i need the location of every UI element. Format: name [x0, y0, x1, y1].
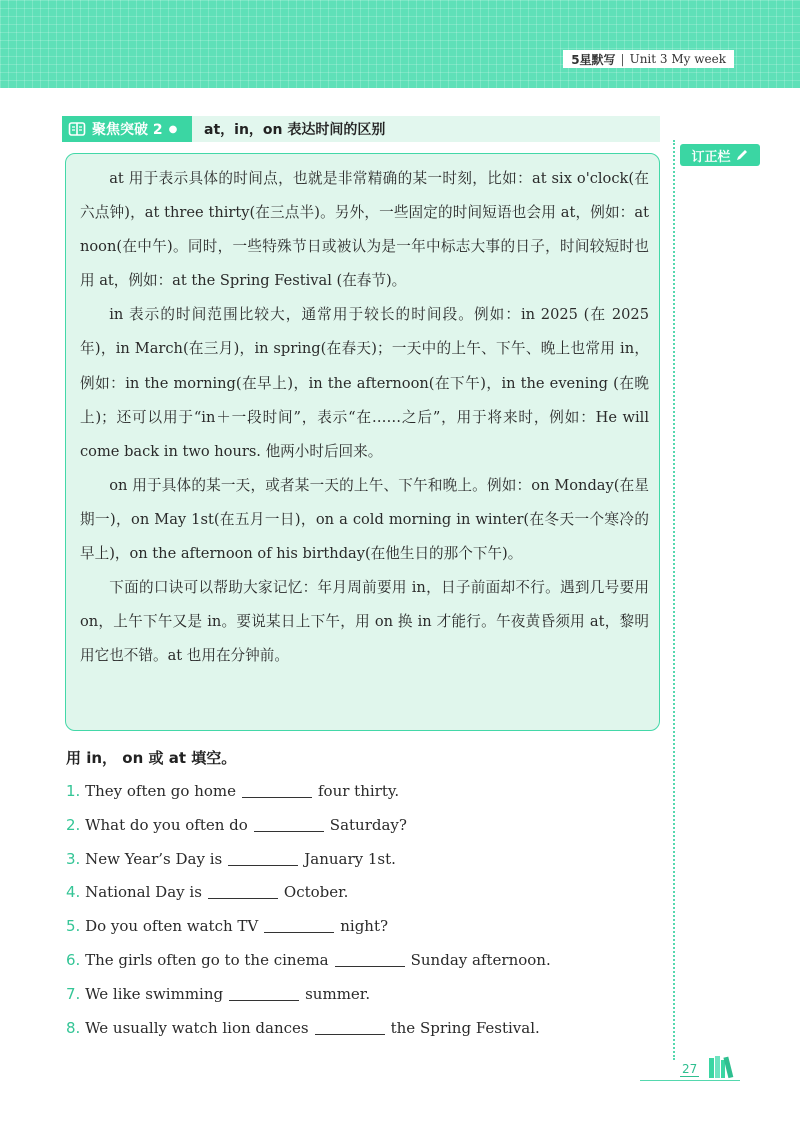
pencil-icon	[735, 148, 749, 162]
page-number: 27	[682, 1062, 698, 1076]
section-title: at，in，on 表达时间的区别	[204, 122, 386, 138]
explanation-paragraph-mnemonic: 下面的口诀可以帮助大家记忆：年月周前要用 in，日子前面却不行。遇到几号要用 on，上午下午又是 in。要说某日上下午，用 on 换 in 才能行。午夜黄昏须用 at，黎明用它也不错。at 也用在分钟前。	[80, 579, 649, 665]
question-item	[66, 944, 656, 978]
question-text-after: four thirty.	[318, 782, 400, 800]
book-icon	[68, 120, 86, 138]
question-item	[66, 910, 656, 944]
question-text-before: They often go home	[85, 782, 236, 800]
question-item	[66, 843, 656, 877]
footer-rule	[640, 1080, 740, 1081]
answer-blank[interactable]	[208, 884, 278, 899]
question-text-before: What do you often do	[85, 815, 248, 834]
answer-blank[interactable]	[264, 918, 334, 933]
question-text-before: We like swimming	[85, 984, 224, 1003]
books-icon	[708, 1054, 736, 1080]
question-text-before: Do you often watch TV	[85, 917, 259, 936]
question-text-before: New Year’s Day is	[85, 849, 223, 868]
section-tag-label: 聚焦突破 2	[92, 122, 163, 138]
explanation-paragraph-at: at 用于表示具体的时间点，也就是非常精确的某一时刻，比如：at six o'clock(在六点钟)，at three thirty(在三点半)。另外，一些固定的时间短语也会用 at，例如：at noon(在中午)。同时，一些特殊节日或被认为是一年中标志大事的日子，时间较短时也用 at，例如：at the Spring Festival (在春节)。	[80, 170, 649, 290]
answer-blank[interactable]	[242, 783, 312, 798]
correction-column-tag	[680, 144, 760, 166]
section-tag	[62, 116, 192, 142]
correction-column-line	[673, 140, 675, 1060]
section-header	[62, 116, 660, 142]
header-separator: |	[620, 52, 625, 66]
question-number: 4.	[66, 883, 81, 902]
explanation-box	[65, 153, 660, 731]
question-text-before: We usually watch lion dances	[85, 1018, 309, 1037]
question-number: 3.	[66, 849, 81, 868]
explanation-paragraph-in: in 表示的时间范围比较大，通常用于较长的时间段。例如：in 2025 (在 2025 年)，in March(在三月)，in spring(在春天)；一天中的上午、下午、晚上也常用 in，例如：in the morning(在早上)，in the afternoon(在下午)，in the evening (在晚上)；还可以用于“in＋一段时间”，表示“在……之后”，用于将来时，例如：He will come back in two hours. 他两小时后回来。	[80, 306, 649, 460]
answer-blank[interactable]	[229, 986, 299, 1001]
question-item	[66, 809, 656, 843]
question-number: 2.	[66, 815, 81, 834]
question-number: 7.	[66, 984, 81, 1003]
question-number: 1.	[66, 782, 81, 800]
question-text-after: summer.	[305, 984, 371, 1003]
question-item	[66, 876, 656, 910]
question-item	[66, 978, 656, 1012]
book-title: 5星默写	[571, 52, 616, 67]
question-text-before: The girls often go to the cinema	[85, 950, 329, 969]
question-item	[66, 775, 656, 809]
question-number: 6.	[66, 950, 81, 969]
question-text-after: Sunday afternoon.	[410, 950, 551, 969]
question-text-after: Saturday?	[329, 815, 407, 834]
answer-blank[interactable]	[228, 851, 298, 866]
unit-title: Unit 3 My week	[629, 52, 726, 66]
answer-blank[interactable]	[254, 817, 324, 832]
question-text-after: the Spring Festival.	[390, 1018, 540, 1037]
question-list	[66, 775, 656, 1045]
question-text-after: January 1st.	[304, 849, 396, 868]
dot-icon: ●	[168, 123, 178, 135]
answer-blank[interactable]	[315, 1020, 385, 1035]
question-number: 5.	[66, 917, 81, 936]
exercise-title: 用 in， on 或 at 填空。	[66, 749, 237, 767]
top-banner	[0, 0, 800, 88]
question-number: 8.	[66, 1018, 81, 1037]
running-header	[563, 50, 734, 68]
question-text-after: night?	[340, 917, 389, 936]
question-text-before: National Day is	[85, 883, 202, 902]
explanation-paragraph-on: on 用于具体的某一天，或者某一天的上午、下午和晚上。例如：on Monday(在星期一)，on May 1st(在五月一日)，on a cold morning in winter(在冬天一个寒冷的早上)，on the afternoon of his birthday(在他生日的那个下午)。	[80, 476, 649, 563]
answer-blank[interactable]	[335, 952, 405, 967]
correction-label: 订正栏	[691, 149, 731, 165]
question-text-after: October.	[283, 883, 349, 902]
question-item	[66, 1012, 656, 1046]
